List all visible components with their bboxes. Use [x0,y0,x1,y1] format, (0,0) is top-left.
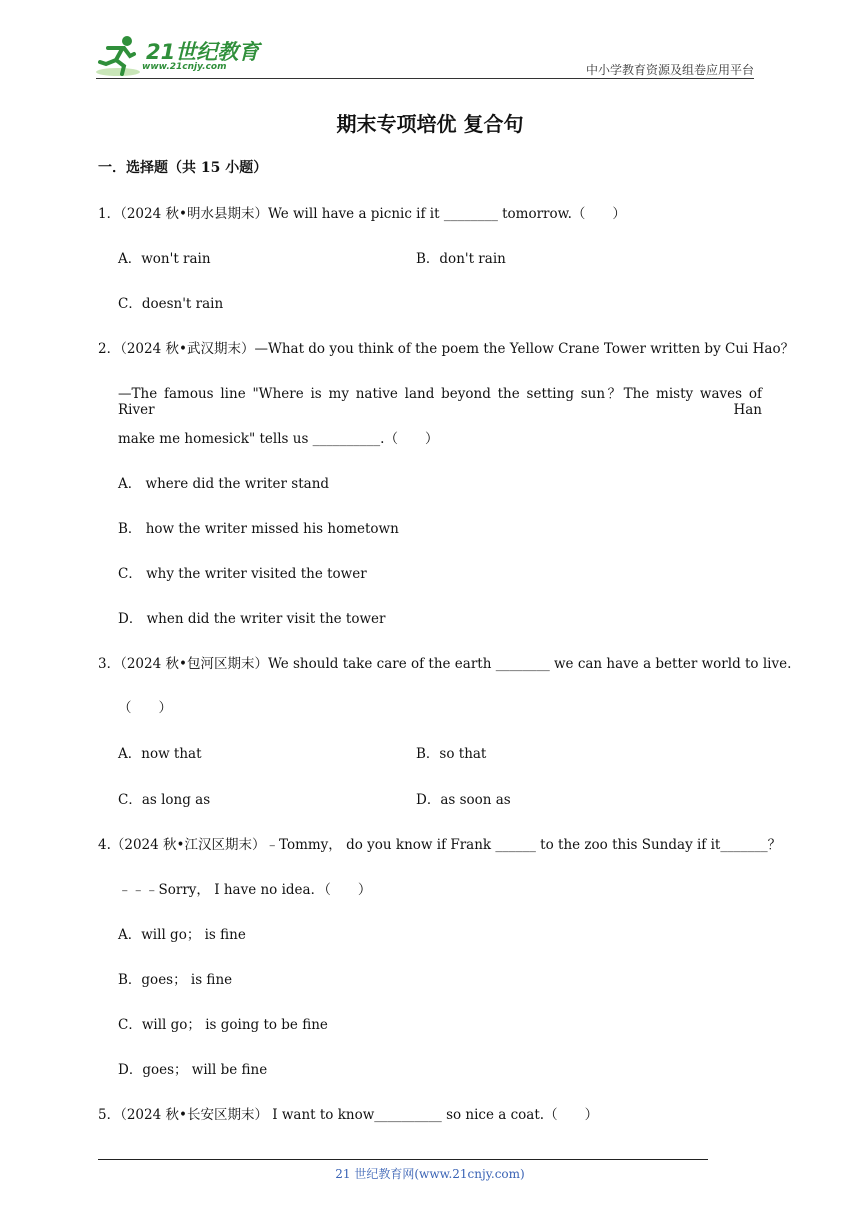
question-1-option-a[interactable]: A．won't rain [118,251,211,267]
header-divider [96,78,754,79]
question-3-option-b[interactable]: B．so that [416,746,487,762]
question-2-option-c[interactable]: C． why the writer visited the tower [118,566,367,582]
question-1-option-c[interactable]: C．doesn't rain [118,296,224,312]
section-heading: 一．选择题（共 15 小题） [98,160,268,176]
question-1-option-b[interactable]: B．don't rain [416,251,506,267]
question-3-option-c[interactable]: C．as long as [118,792,211,808]
logo [94,34,264,78]
question-4-option-b[interactable]: B．goes； is fine [118,972,233,988]
header-platform-text: 中小学教育资源及组卷应用平台 [585,63,754,77]
question-4-stem-line-2: ﹣﹣﹣Sorry， I have no idea．（ ） [118,882,372,898]
question-5-stem: 5．（2024 秋•长安区期末） I want to know__________ so nice a coat.（ ） [98,1107,599,1123]
question-3-option-a[interactable]: A．now that [118,746,202,762]
page-title: 期末专项培优 复合句 [336,112,524,136]
footer-divider [98,1159,708,1160]
question-4-option-d[interactable]: D．goes； will be fine [118,1062,268,1078]
question-2-option-a[interactable]: A． where did the writer stand [118,476,330,492]
question-2-option-b[interactable]: B． how the writer missed his hometown [118,521,399,537]
question-2-stem-line-2: —The famous line "Where is my native land beyond the setting sun？The misty waves of River Han [118,386,762,418]
footer-link[interactable]: 21 世纪教育网(www.21cnjy.com) [335,1167,525,1181]
page-header [0,0,860,90]
question-4-option-c[interactable]: C．will go； is going to be fine [118,1017,328,1033]
runner-logo-icon [94,34,144,78]
question-2-stem-line-1: 2．（2024 秋•武汉期末）—What do you think of the poem the Yellow Crane Tower written by Cui Hao？ [98,341,795,357]
question-2-stem-line-3: make me homesick" tells us __________.（ ） [118,431,439,447]
question-3-option-d[interactable]: D．as soon as [416,792,511,808]
question-4-stem-line-1: 4.（2024 秋•江汉区期末）﹣Tommy， do you know if Frank ______ to the zoo this Sunday if it_______？ [98,837,782,853]
question-2-option-d[interactable]: D． when did the writer visit the tower [118,611,386,627]
logo-text: 21世纪教育 [146,40,260,64]
logo-url: www.21cnjy.com [142,62,227,72]
question-3-stem-line-1: 3．（2024 秋•包河区期末）We should take care of the earth ________ we can have a better world to live. [98,656,792,672]
question-3-stem-line-2: （ ） [118,700,172,716]
question-4-option-a[interactable]: A．will go； is fine [118,927,246,943]
question-1-stem: 1．（2024 秋•明水县期末）We will have a picnic if it ________ tomorrow.（ ） [98,206,626,222]
